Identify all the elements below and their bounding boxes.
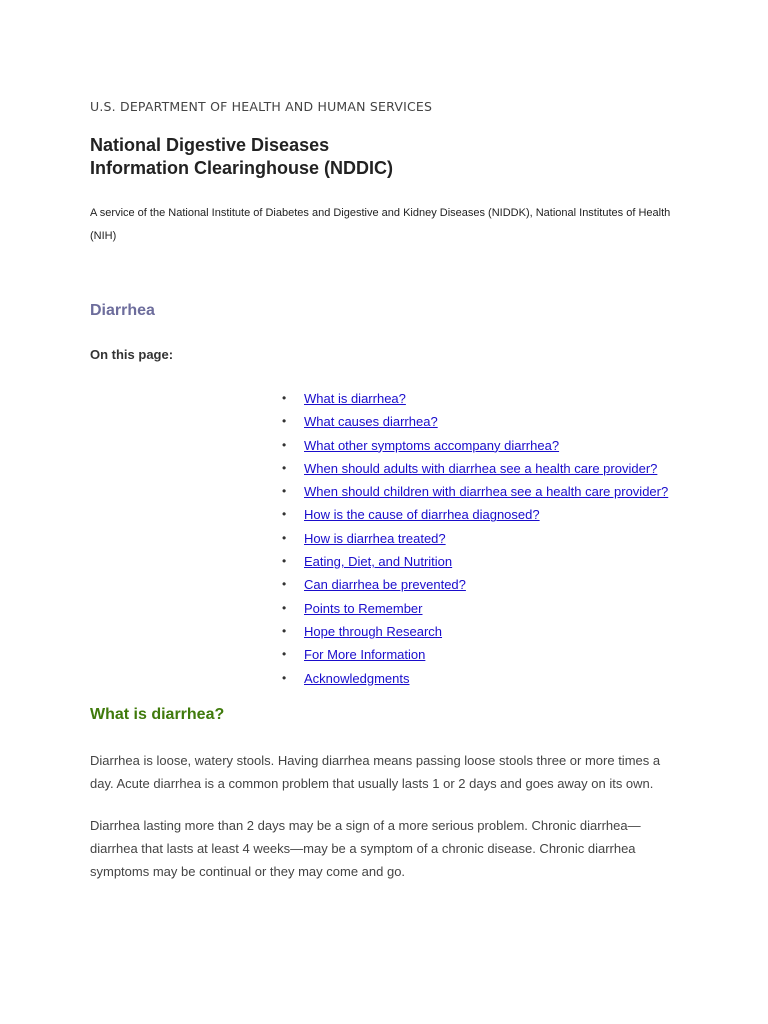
toc-link[interactable]: When should children with diarrhea see a health care provider? <box>304 484 669 500</box>
toc-link[interactable]: How is diarrhea treated? <box>304 530 446 546</box>
toc-item <box>282 457 668 480</box>
bullet-icon: • <box>282 391 287 405</box>
organization-title-line-1: National Digestive Diseases <box>90 135 330 155</box>
organization-title <box>90 134 393 180</box>
toc-item <box>282 573 668 596</box>
toc-link[interactable]: Eating, Diet, and Nutrition <box>304 554 453 570</box>
toc-item <box>282 480 668 503</box>
section-heading: What is diarrhea? <box>90 706 225 723</box>
bullet-icon: • <box>282 647 287 662</box>
organization-title-line-2: Information Clearinghouse (NDDIC) <box>90 158 394 178</box>
page-title: Diarrhea <box>90 302 155 319</box>
on-this-page-label: On this page: <box>90 347 174 362</box>
toc-item <box>282 667 668 690</box>
toc-link[interactable]: Points to Remember <box>304 600 423 616</box>
bullet-icon: • <box>282 600 287 615</box>
toc-link[interactable]: For More Information <box>304 647 426 663</box>
toc-item <box>282 434 668 457</box>
toc-link[interactable]: Acknowledgments <box>304 670 410 686</box>
bullet-icon: • <box>282 554 287 569</box>
bullet-icon: • <box>282 530 287 545</box>
agency-name: U.S. DEPARTMENT OF HEALTH AND HUMAN SERVICES <box>90 99 433 114</box>
section-paragraph: Diarrhea lasting more than 2 days may be a sign of a more serious problem. Chronic diarrhea—diarrhea that lasts at least 4 weeks—may be a symptom of a chronic disease. Chronic diarrhea symptoms may be continual or they may come and go. <box>90 818 641 879</box>
bullet-icon: • <box>282 507 287 522</box>
toc-link[interactable]: Hope through Research <box>304 623 443 639</box>
section-paragraph: Diarrhea is loose, watery stools. Having diarrhea means passing loose stools three or more times a day. Acute diarrhea is a common problem that usually lasts 1 or 2 days and goes away on its own. <box>90 753 661 791</box>
bullet-icon: • <box>282 670 287 685</box>
toc-item <box>282 503 668 526</box>
toc-item <box>282 550 668 573</box>
toc-item <box>282 597 668 620</box>
toc-item <box>282 643 668 666</box>
bullet-icon: • <box>282 484 287 499</box>
toc-link[interactable]: What causes diarrhea? <box>304 414 438 430</box>
bullet-icon: • <box>282 623 287 638</box>
toc-item <box>282 387 668 410</box>
toc-item <box>282 527 668 550</box>
toc-item <box>282 410 668 433</box>
toc-link[interactable]: What other symptoms accompany diarrhea? <box>304 437 560 453</box>
toc-link[interactable]: When should adults with diarrhea see a health care provider? <box>304 460 658 476</box>
bullet-icon: • <box>282 577 287 592</box>
service-note: A service of the National Institute of Diabetes and Digestive and Kidney Diseases (NIDDK), National Institutes of Health (NIH) <box>90 207 671 242</box>
toc-link[interactable]: How is the cause of diarrhea diagnosed? <box>304 507 540 523</box>
bullet-icon: • <box>282 437 287 452</box>
toc-link[interactable]: What is diarrhea? <box>304 391 406 406</box>
toc-item <box>282 620 668 643</box>
bullet-icon: • <box>282 414 287 429</box>
table-of-contents <box>282 387 668 690</box>
bullet-icon: • <box>282 460 287 475</box>
toc-link[interactable]: Can diarrhea be prevented? <box>304 577 466 593</box>
